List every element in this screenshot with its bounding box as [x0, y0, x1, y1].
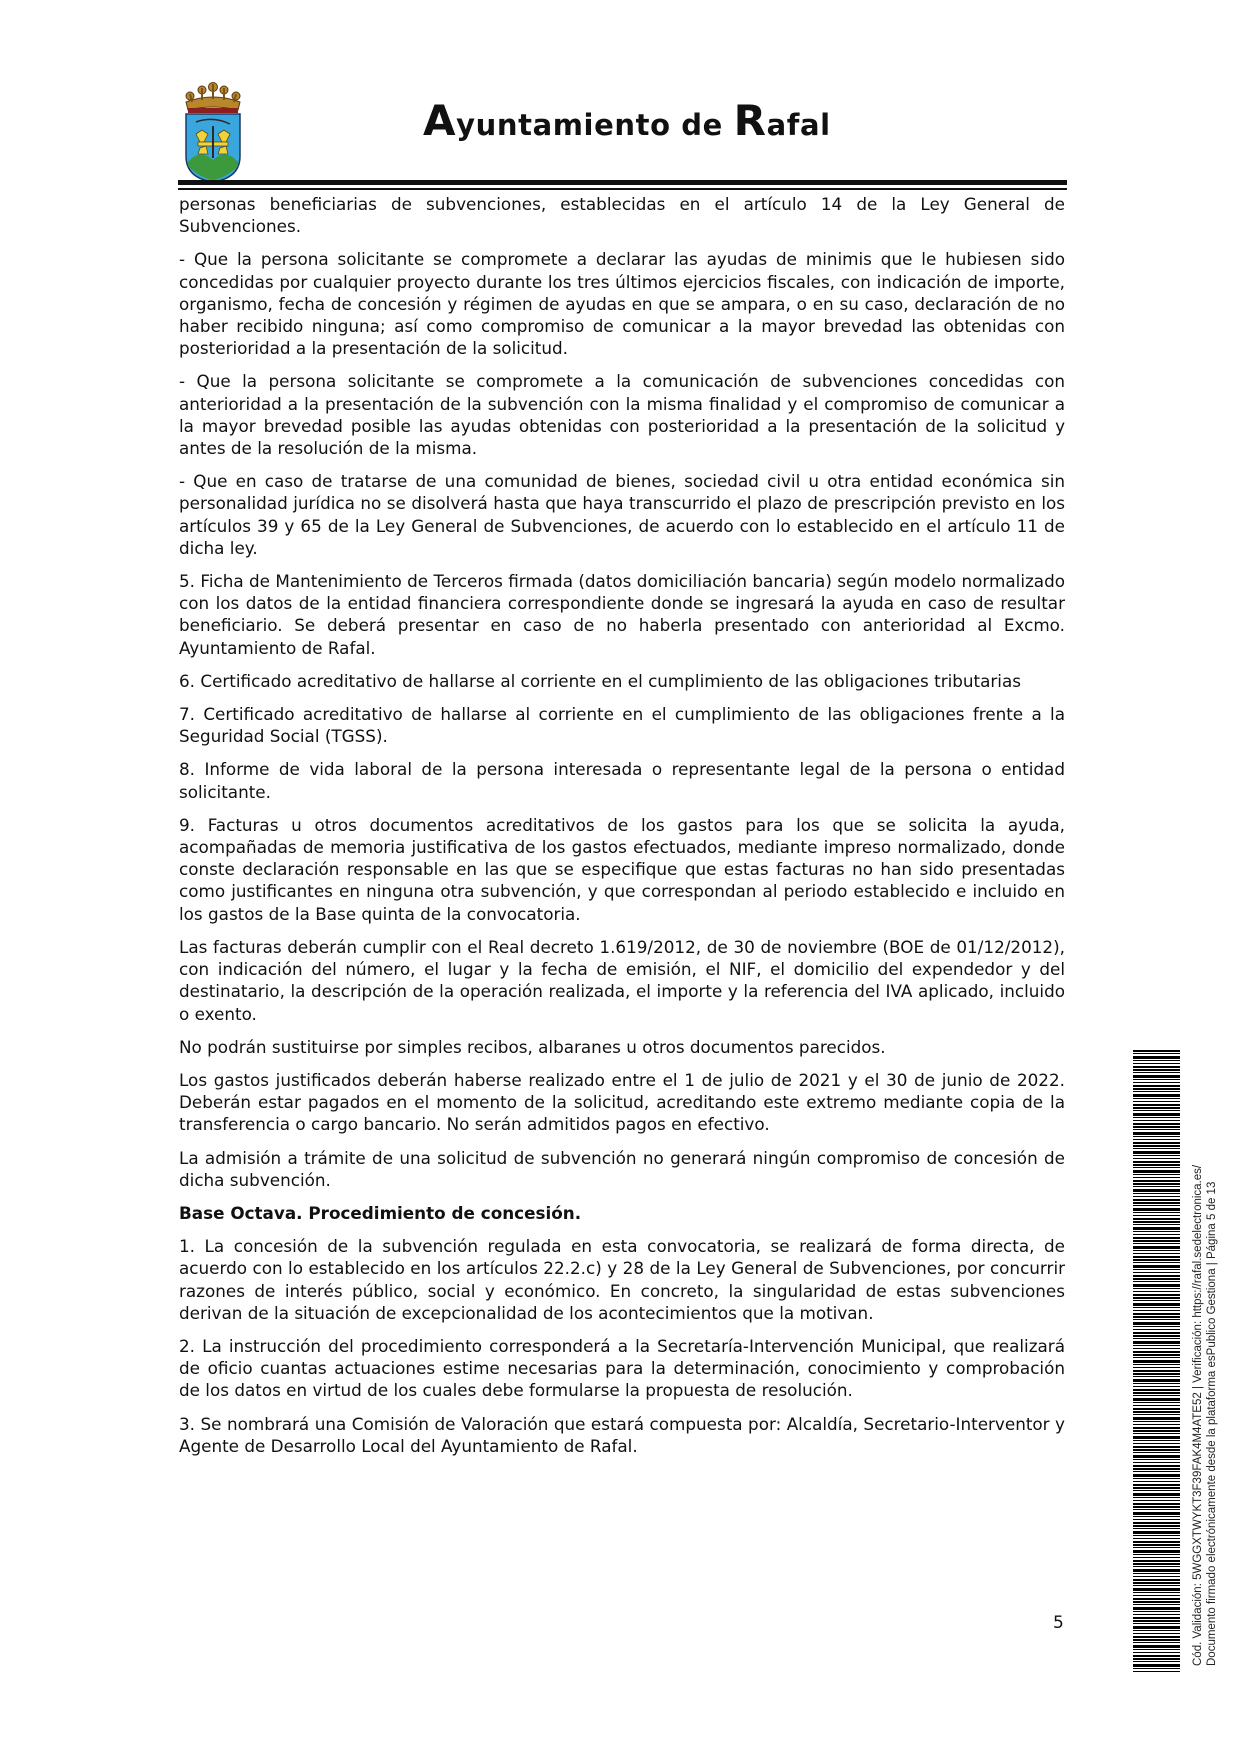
page-title: Ayuntamiento de Rafal [423, 96, 831, 145]
paragraph: No podrán sustituirse por simples recibos, albaranes u otros documentos parecidos. [179, 1036, 886, 1057]
page-number: 5 [1053, 1613, 1064, 1633]
paragraph: 9. Facturas u otros documentos acreditativos de los gastos para los que se solicita la ayuda, acompañadas de memoria justificativa de los gastos efectuados, mediante impreso normalizado, donde conste declaración responsable en las que se especifique que estas facturas no han sido presentadas como justificantes en ninguna otra subvención, y que correspondan al periodo establecido e incluido en los gastos de la Base quinta de la convocatoria. [179, 814, 1065, 924]
paragraph: personas beneficiarias de subvenciones, establecidas en el artículo 14 de la Ley General de Subvenciones. [179, 194, 1065, 237]
barcode-icon [1133, 1050, 1180, 1674]
paragraph: Los gastos justificados deberán haberse realizado entre el 1 de julio de 2021 y el 30 de junio de 2022. Deberán estar pagados en el momento de la solicitud, acreditando este extremo mediante copia de la transferencia o cargo bancario. No serán admitidos pagos en efectivo. [179, 1069, 1065, 1135]
paragraph: 1. La concesión de la subvención regulada en esta convocatoria, se realizará de forma directa, de acuerdo con lo establecido en los artículos 22.2.c) y 28 de la Ley General de Subvenciones, por concurrir razones de interés público, social y económico. En concreto, la singularidad de estas subvenciones derivan de la situación de excepcionalidad de los acontecimientos que la motivan. [179, 1236, 1065, 1323]
header-divider-thin [178, 188, 1067, 190]
page-header [0, 0, 1241, 200]
paragraph: 8. Informe de vida laboral de la persona interesada o representante legal de la persona o entidad solicitante. [179, 759, 1065, 802]
paragraph: - Que en caso de tratarse de una comunidad de bienes, sociedad civil u otra entidad económica sin personalidad jurídica no se disolverá hasta que haya transcurrido el plazo de prescripción previsto en los artículos 39 y 65 de la Ley General de Subvenciones, de acuerdo con lo establecido en el artículo 11 de dicha ley. [179, 471, 1065, 558]
paragraph: 7. Certificado acreditativo de hallarse al corriente en el cumplimiento de las obligaciones frente a la Seguridad Social (TGSS). [179, 704, 1065, 747]
coat-of-arms-icon [178, 74, 248, 184]
section-heading: Base Octava. Procedimiento de concesión. [179, 1202, 582, 1223]
validation-code-text: Cód. Validación: 5WGGXTWYKT3F39FAK4M4ATE52 | Verificación: https://rafal.sedelectronica.es/ [1192, 1164, 1204, 1666]
header-divider-thick [178, 180, 1067, 185]
paragraph: Las facturas deberán cumplir con el Real decreto 1.619/2012, de 30 de noviembre (BOE de 01/12/2012), con indicación del número, el lugar y la fecha de emisión, el NIF, el domicilio del expendedor y del destinatario, la descripción de la operación realizada, el importe y la referencia del IVA aplicado, incluido o exento. [179, 936, 1065, 1024]
paragraph: La admisión a trámite de una solicitud de subvención no generará ningún compromiso de concesión de dicha subvención. [179, 1147, 1065, 1190]
paragraph: 6. Certificado acreditativo de hallarse al corriente en el cumplimiento de las obligaciones tributarias [179, 670, 1021, 691]
paragraph: 5. Ficha de Mantenimiento de Terceros firmada (datos domiciliación bancaria) según modelo normalizado con los datos de la entidad financiera correspondiente donde se ingresará la ayuda en caso de resultar beneficiario. Se deberá presentar en caso de no haberla presentado con anterioridad al Excmo. Ayuntamiento de Rafal. [179, 571, 1065, 658]
paragraph: - Que la persona solicitante se compromete a declarar las ayudas de minimis que le hubiesen sido concedidas por cualquier proyecto durante los tres últimos ejercicios fiscales, con indicación de importe, organismo, fecha de concesión y régimen de ayudas en que se ampara, o en su caso, declaración de no haber recibido ninguna; así como compromiso de comunicar a la mayor brevedad las obtenidas con posterioridad a la presentación de la solicitud. [179, 249, 1065, 359]
paragraph: 2. La instrucción del procedimiento corresponderá a la Secretaría-Intervención Municipal, que realizará de oficio cuantas actuaciones estime necesarias para la determinación, conocimiento y comprobación de los datos en virtud de los cuales debe formularse la propuesta de resolución. [179, 1335, 1065, 1401]
signature-notice-text: Documento firmado electrónicamente desde la plataforma esPublico Gestiona | Página 5 de 13 [1206, 1181, 1218, 1666]
paragraph: 3. Se nombrará una Comisión de Valoración que estará compuesta por: Alcaldía, Secretario-Interventor y Agente de Desarrollo Local del Ayuntamiento de Rafal. [179, 1413, 1065, 1456]
document-body [179, 193, 1065, 1468]
paragraph: - Que la persona solicitante se compromete a la comunicación de subvenciones concedidas con anterioridad a la presentación de la subvención con la misma finalidad y el compromiso de comunicar a la mayor brevedad posible las ayudas obtenidas con posterioridad a la presentación de la solicitud y antes de la resolución de la misma. [179, 371, 1065, 459]
